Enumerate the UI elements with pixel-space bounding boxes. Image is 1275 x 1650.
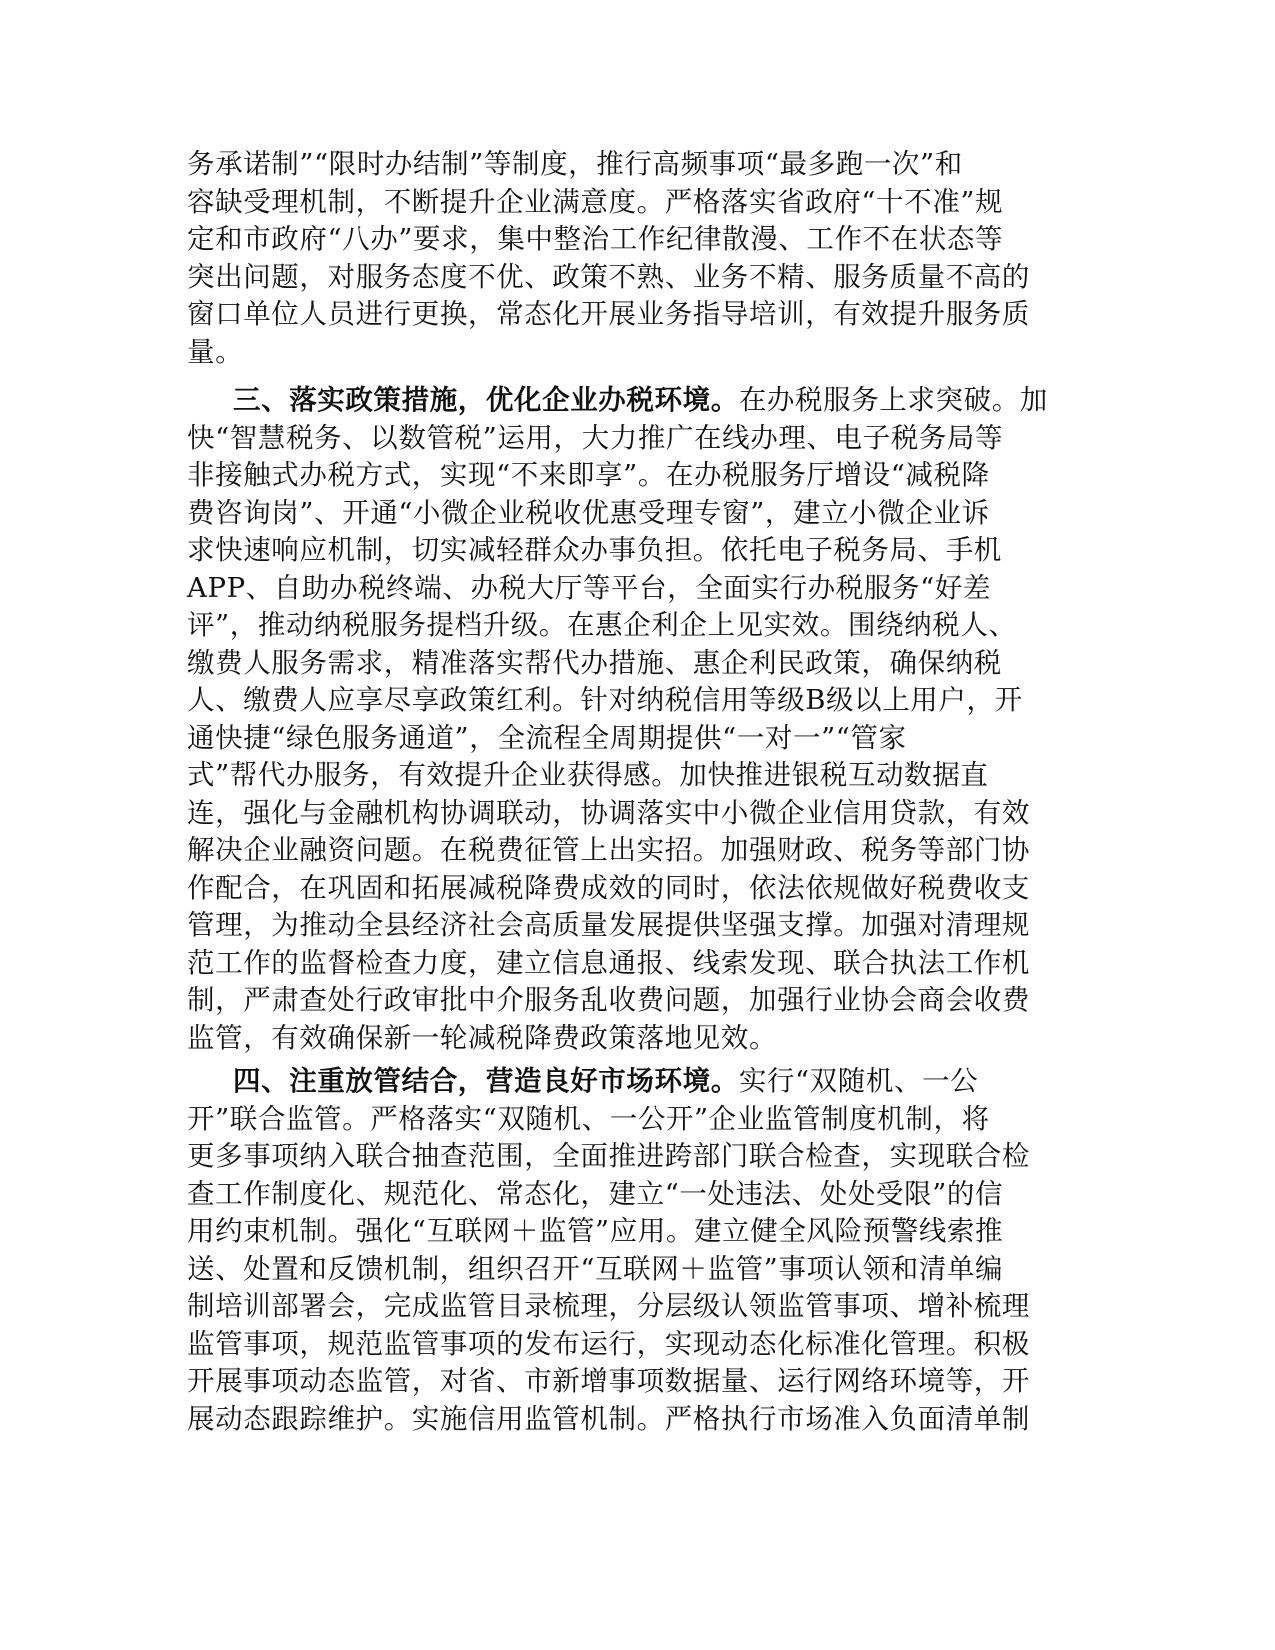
- text-line: 用约束机制。强化“互联网＋监管”应用。建立健全风险预警线索推: [187, 1215, 1004, 1247]
- text-line: 更多事项纳入联合抽查范围，全面推进跨部门联合检查，实现联合检: [187, 1140, 1030, 1172]
- section-first-line: [187, 1063, 1077, 1101]
- text-line: 费咨询岗”、开通“小微企业税收优惠受理专窗”，建立小微企业诉: [187, 496, 990, 529]
- text-line: 制，严肃查处行政审批中介服务乱收费问题，加强行业协会商会收费: [187, 984, 1030, 1016]
- text-line: 评”，推动纳税服务提档升级。在惠企利企上见实效。围绕纳税人、: [187, 609, 1017, 641]
- section-lead-text: 实行“双随机、一公: [738, 1065, 979, 1097]
- text-line: 窗口单位人员进行更换，常态化开展业务指导培训，有效提升服务质: [187, 298, 1030, 330]
- section-first-line: [187, 382, 1077, 420]
- text-line: 查工作制度化、规范化、常态化，建立“一处违法、处处受限”的信: [187, 1177, 1004, 1210]
- text-line: 式”帮代办服务，有效提升企业获得感。加快推进银税互动数据直: [187, 759, 989, 791]
- text-line: 求快速响应机制，切实减轻群众办事负担。依托电子税务局、手机: [187, 534, 1002, 566]
- text-line: 非接触式办税方式，实现“不来即享”。在办税服务厅增设“减税降: [187, 459, 990, 491]
- text-line: 缴费人服务需求，精准落实帮代办措施、惠企利民政策，确保纳税: [187, 646, 1002, 679]
- section-heading: 四、注重放管结合，营造良好市场环境。: [233, 1065, 739, 1097]
- text-line: 开”联合监管。严格落实“双随机、一公开”企业监管制度机制，将: [187, 1102, 990, 1135]
- text-line: 送、处置和反馈机制，组织召开“互联网＋监管”事项认领和清单编: [187, 1252, 1004, 1285]
- text-line: 务承诺制”“限时办结制”等制度，推行高频事项“最多跑一次”和: [187, 148, 963, 180]
- text-line: 通快捷“绿色服务通道”，全流程全周期提供“一对一”“管家: [187, 721, 907, 754]
- text-line: 解决企业融资问题。在税费征管上出实招。加强财政、税务等部门协: [187, 834, 1030, 866]
- paragraph-section-three: [187, 382, 1077, 1057]
- text-line: 展动态跟踪维护。实施信用监管机制。严格执行市场准入负面清单制: [187, 1402, 1030, 1435]
- section-lead-text: 在办税服务上求突破。加: [738, 384, 1048, 416]
- text-line: 量。: [187, 335, 244, 368]
- paragraph-section-four: [187, 1063, 1077, 1438]
- text-line: 连，强化与金融机构协调联动，协调落实中小微企业信用贷款，有效: [187, 796, 1030, 829]
- text-line: 范工作的监督检查力度，建立信息通报、线索发现、联合执法工作机: [187, 946, 1030, 979]
- text-line: 监管，有效确保新一轮减税降费政策落地见效。: [187, 1021, 778, 1054]
- text-line: 突出问题，对服务态度不优、政策不熟、业务不精、服务质量不高的: [187, 260, 1030, 293]
- paragraph-continuation: [187, 146, 1077, 371]
- text-line: APP、自助办税终端、办税大厅等平台，全面实行办税服务“好差: [187, 571, 991, 604]
- text-line: 开展事项动态监管，对省、市新增事项数据量、运行网络环境等，开: [187, 1365, 1030, 1397]
- text-line: 定和市政府“八办”要求，集中整治工作纪律散漫、工作不在状态等: [187, 223, 1004, 255]
- text-line: 快“智慧税务、以数管税”运用，大力推广在线办理、电子税务局等: [187, 421, 1004, 454]
- section-heading: 三、落实政策措施，优化企业办税环境。: [233, 384, 739, 416]
- text-line: 作配合，在巩固和拓展减税降费成效的同时，依法依规做好税费收支: [187, 871, 1030, 904]
- text-line: 管理，为推动全县经济社会高质量发展提供坚强支撑。加强对清理规: [187, 909, 1030, 941]
- text-line: 制培训部署会，完成监管目录梳理，分层级认领监管事项、增补梳理: [187, 1290, 1030, 1322]
- text-line: 监管事项，规范监管事项的发布运行，实现动态化标准化管理。积极: [187, 1327, 1030, 1360]
- text-line: 人、缴费人应享尽享政策红利。针对纳税信用等级B级以上用户，开: [187, 684, 1023, 716]
- text-line: 容缺受理机制，不断提升企业满意度。严格落实省政府“十不准”规: [187, 185, 1004, 218]
